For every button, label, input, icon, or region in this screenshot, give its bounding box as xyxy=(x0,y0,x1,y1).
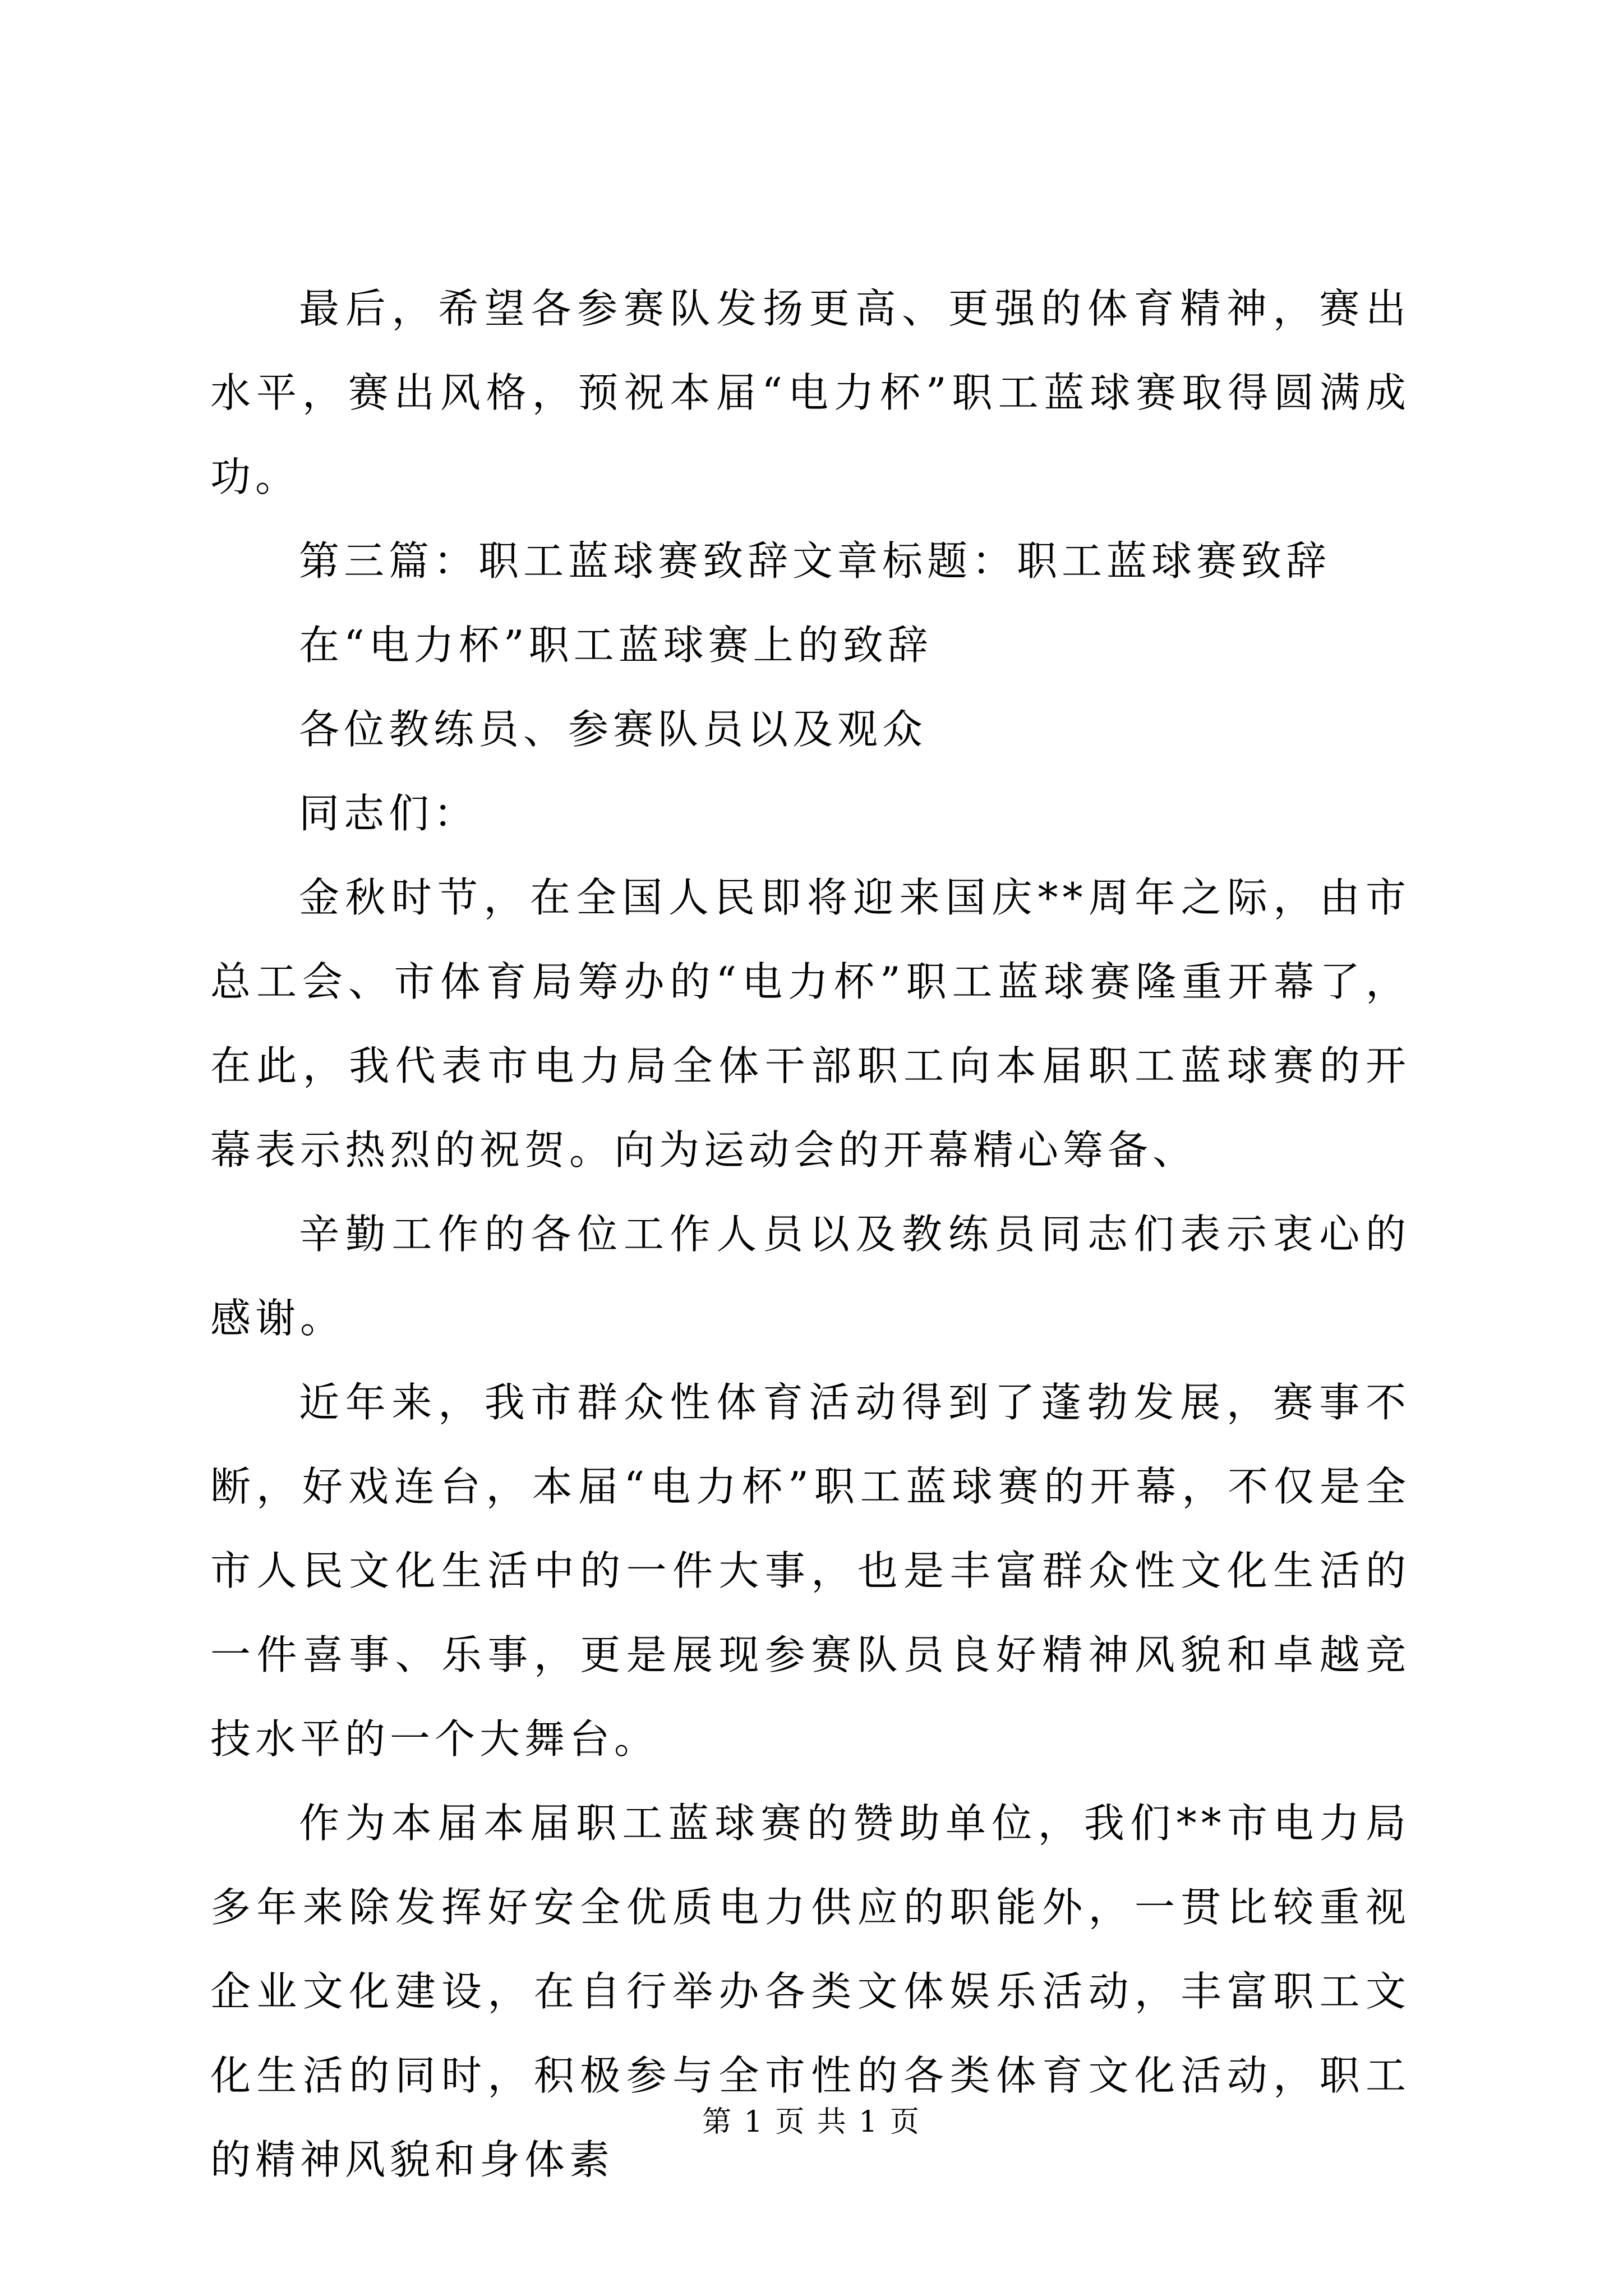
paragraph-sponsor: 作为本届本届职工蓝球赛的赞助单位，我们**市电力局多年来除发挥好安全优质电力供应的职能外，一贯比较重视企业文化建设，在自行举办各类文体娱乐活动，丰富职工文化生活的同时，积极参与全市性的各类体育文化活动，职工的精神风貌和身体素 xyxy=(210,1800,1410,2183)
paragraph-recent-years: 近年来，我市群众性体育活动得到了蓬勃发展，赛事不断，好戏连台，本届“电力杯”职工蓝球赛的开幕，不仅是全市人民文化生活中的一件大事，也是丰富群众性文化生活的一件喜事、乐事，更是展现参赛队员良好精神风貌和卓越竞技水平的一个大舞台。 xyxy=(210,1379,1410,1763)
paragraph-speech-title: 在“电力杯”职工蓝球赛上的致辞 xyxy=(299,622,933,669)
paragraph-salutation: 各位教练员、参赛队员以及观众 xyxy=(299,706,928,753)
document-body xyxy=(210,266,1410,2202)
page-footer: 第 1 页 共 1 页 xyxy=(702,2105,921,2139)
paragraph-closing-wish: 最后，希望各参赛队发扬更高、更强的体育精神，赛出水平，赛出风格，预祝本届“电力杯”职工蓝球赛取得圆满成功。 xyxy=(210,285,1410,500)
paragraph-greeting: 同志们： xyxy=(299,790,479,837)
paragraph-opening: 金秋时节，在全国人民即将迎来国庆**周年之际，由市总工会、市体育局筹办的“电力杯”职工蓝球赛隆重开幕了，在此，我代表市电力局全体干部职工向本届职工蓝球赛的开幕表示热烈的祝贺。向为运动会的开幕精心筹备、 xyxy=(210,874,1410,1174)
paragraph-section-heading: 第三篇：职工蓝球赛致辞文章标题：职工蓝球赛致辞 xyxy=(299,537,1331,585)
paragraph-thanks: 辛勤工作的各位工作人员以及教练员同志们表示衷心的感谢。 xyxy=(210,1211,1410,1342)
